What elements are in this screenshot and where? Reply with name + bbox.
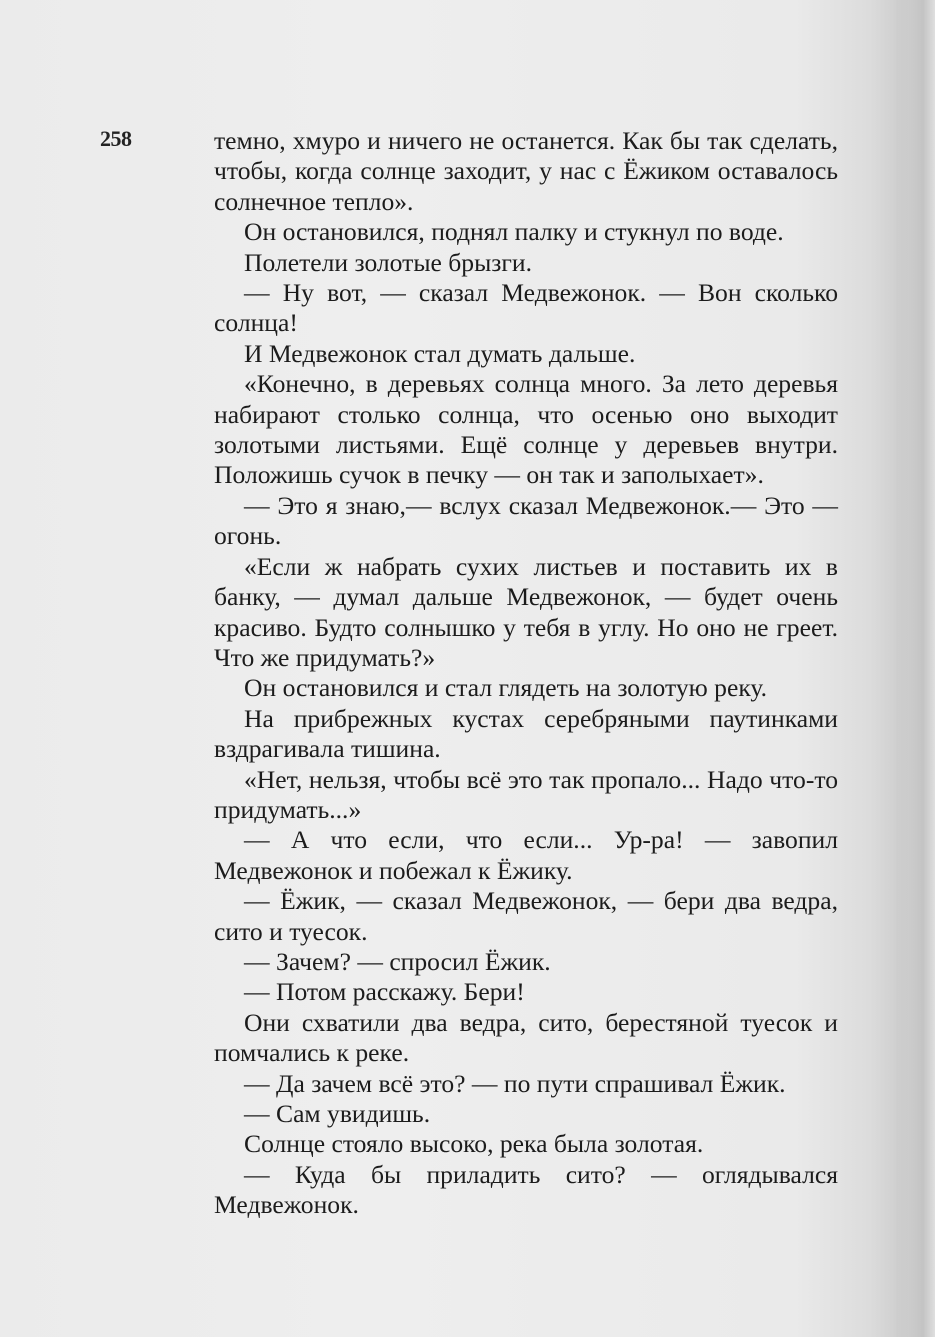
paragraph: «Конечно, в деревьях солнца много. За лето деревья набирают столько солнца, что осенью оно выходит золотыми листьями. Ещё солнце у деревьев внутри. Положишь сучок в печку — он так и заполыхает».	[214, 369, 838, 490]
paragraph: И Медвежонок стал думать дальше.	[244, 338, 636, 368]
paragraph: — Куда бы приладить сито? — оглядывался Медвежонок.	[214, 1159, 838, 1220]
paragraph: темно, хмуро и ничего не останется. Как бы так сделать, чтобы, когда солнце заходит, у нас с Ёжиком оставалось солнечное тепло».	[214, 126, 838, 216]
paragraph: — Зачем? — спросил Ёжик.	[244, 946, 551, 976]
paragraph: Он остановился, поднял палку и стукнул по воде.	[244, 217, 784, 247]
paragraph: Они схватили два ведра, сито, берестяной туесок и помчались к реке.	[214, 1007, 838, 1068]
paragraph: — Потом расскажу. Бери!	[244, 977, 525, 1007]
paragraph: — А что если, что если... Ур-ра! — завопил Медвежонок и побежал к Ёжику.	[214, 825, 838, 885]
page-number: 258	[100, 126, 132, 151]
paragraph: На прибрежных кустах серебряными паутинками вздрагивала тишина.	[214, 703, 838, 764]
paragraph: Он остановился и стал глядеть на золотую реку.	[244, 673, 768, 703]
spine-shadow	[895, 0, 935, 1337]
body-text	[214, 126, 838, 1221]
paragraph: — Ёжик, — сказал Медвежонок, — бери два ведра, сито и туесок.	[214, 886, 838, 946]
paragraph: — Да зачем всё это? — по пути спрашивал Ёжик.	[244, 1068, 786, 1098]
paragraph: Полетели золотые брызги.	[244, 247, 532, 277]
paragraph: — Сам увидишь.	[244, 1099, 431, 1128]
paragraph: «Нет, нельзя, чтобы всё это так пропало... Надо что-то придумать...»	[214, 764, 838, 824]
paragraph: Солнце стояло высоко, река была золотая.	[244, 1129, 704, 1159]
paragraph: — Это я знаю,— вслух сказал Медвежонок.— Это — огонь.	[214, 490, 838, 551]
paragraph: «Если ж набрать сухих листьев и поставить их в банку, — думал дальше Медвежонок, — будет очень красиво. Будто солнышко у тебя в углу. Но оно не греет. Что же придумать?»	[214, 551, 838, 672]
paragraph: — Ну вот, — сказал Медвежонок. — Вон сколько солнца!	[214, 278, 838, 338]
